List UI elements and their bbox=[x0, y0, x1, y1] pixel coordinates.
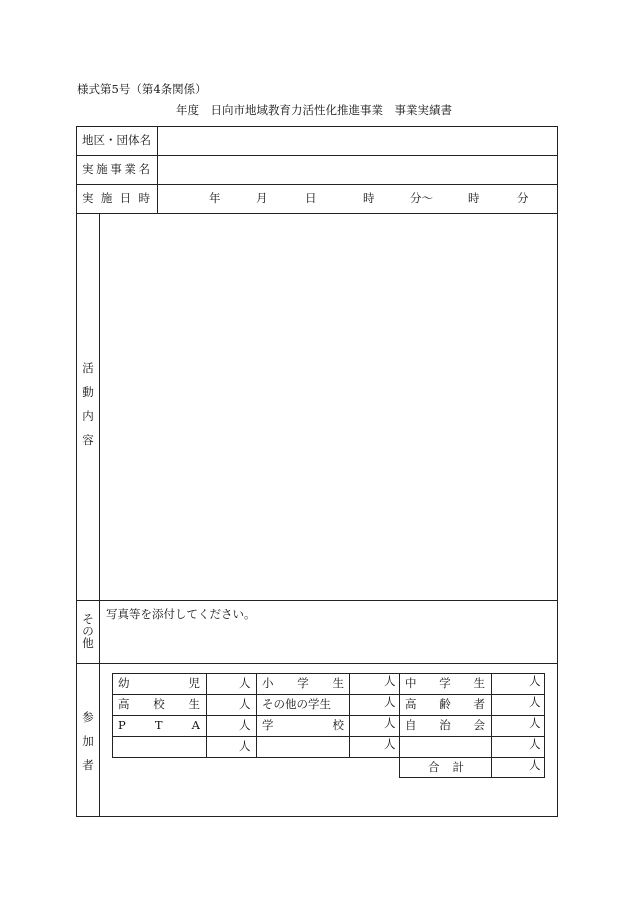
other-note: 写真等を添付してください。 bbox=[106, 607, 256, 621]
district-label: 地区・団体名 bbox=[82, 133, 151, 147]
unit-minute-start: 分〜 bbox=[410, 191, 433, 205]
divider bbox=[399, 673, 400, 758]
unit-person: 人 bbox=[384, 737, 396, 751]
unit-person: 人 bbox=[529, 674, 541, 688]
participants-label: 参 加 者 bbox=[82, 710, 94, 772]
divider bbox=[157, 126, 158, 213]
cat-elementary: 小 学 生 bbox=[262, 676, 344, 690]
divider bbox=[112, 736, 545, 737]
unit-day: 日 bbox=[305, 191, 317, 205]
cat-other-students: その他の学生 bbox=[262, 697, 331, 711]
form-number: 様式第5号（第4条関係） bbox=[77, 82, 207, 96]
unit-person: 人 bbox=[239, 718, 251, 732]
cat-kindergarten: 幼 児 bbox=[118, 676, 200, 690]
unit-month: 月 bbox=[256, 191, 268, 205]
cat-school: 学 校 bbox=[262, 718, 344, 732]
project-name-label: 実 施 事 業 名 bbox=[82, 162, 150, 176]
unit-person: 人 bbox=[529, 758, 541, 772]
unit-minute-end: 分 bbox=[517, 191, 529, 205]
cat-elderly: 高 齢 者 bbox=[405, 697, 485, 711]
divider bbox=[99, 213, 100, 817]
divider bbox=[349, 673, 350, 758]
divider bbox=[112, 715, 545, 716]
divider bbox=[76, 155, 558, 156]
unit-person: 人 bbox=[529, 695, 541, 709]
cat-community: 自 治 会 bbox=[405, 718, 485, 732]
divider bbox=[76, 600, 558, 601]
unit-person: 人 bbox=[529, 716, 541, 730]
divider bbox=[206, 673, 207, 758]
cat-highschool: 高 校 生 bbox=[118, 697, 200, 711]
unit-person: 人 bbox=[239, 676, 251, 690]
unit-person: 人 bbox=[529, 737, 541, 751]
unit-person: 人 bbox=[239, 697, 251, 711]
total-row bbox=[399, 757, 545, 778]
unit-person: 人 bbox=[239, 739, 251, 753]
unit-hour-start: 時 bbox=[363, 191, 375, 205]
activity-label: 活 動 内 容 bbox=[82, 361, 94, 447]
divider bbox=[76, 184, 558, 185]
datetime-label: 実 施 日 時 bbox=[82, 191, 150, 205]
unit-person: 人 bbox=[384, 716, 396, 730]
unit-person: 人 bbox=[384, 674, 396, 688]
divider bbox=[76, 663, 558, 664]
divider bbox=[112, 694, 545, 695]
divider bbox=[256, 673, 257, 758]
divider bbox=[491, 673, 492, 778]
unit-person: 人 bbox=[384, 695, 396, 709]
document-title: 年度 日向市地域教育力活性化推進事業 事業実績書 bbox=[176, 103, 452, 117]
divider bbox=[76, 213, 558, 214]
unit-year: 年 bbox=[209, 191, 221, 205]
cat-pta: P T A bbox=[118, 718, 200, 732]
total-label: 合 計 bbox=[428, 760, 464, 774]
other-label: そ の 他 bbox=[82, 612, 94, 650]
unit-hour-end: 時 bbox=[468, 191, 480, 205]
cat-middleschool: 中 学 生 bbox=[405, 676, 485, 690]
